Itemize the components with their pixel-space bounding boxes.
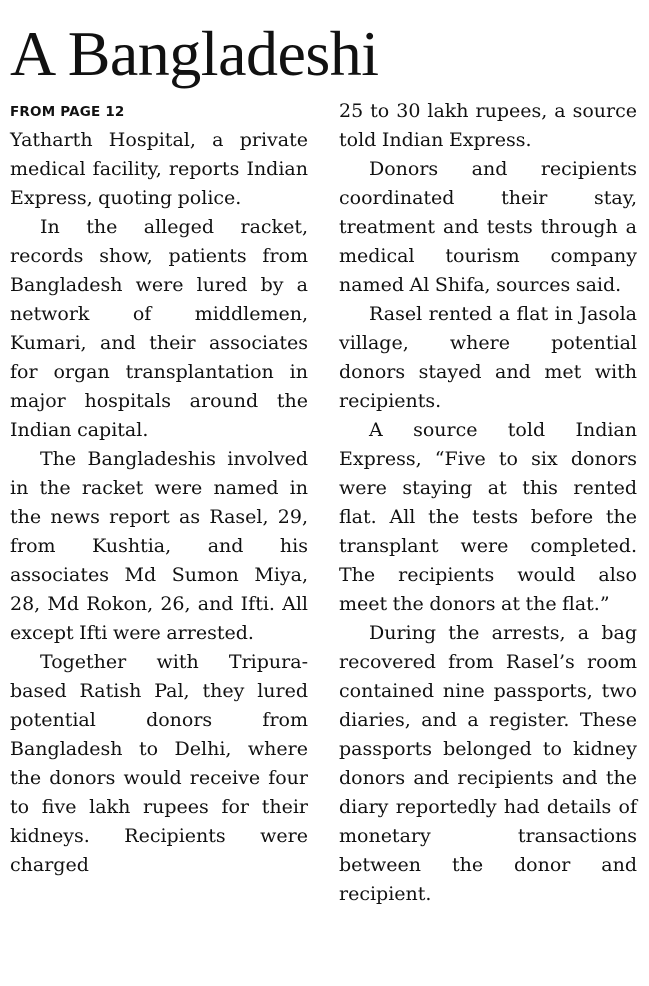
paragraph: Yatharth Hospital, a private medical facility, reports Indian Express, quoting police.	[10, 129, 308, 209]
jump-line: FROM PAGE 12	[10, 104, 125, 120]
paragraph: Rasel rented a flat in Jasola village, where potential donors stayed and met with recipients.	[339, 303, 637, 412]
article-column-right	[339, 97, 637, 909]
paragraph: In the alleged racket, records show, patients from Bangladesh were lured by a network of middlemen, Kumari, and their associates for organ transplantation in major hospitals around the Indian capital.	[10, 216, 308, 441]
paragraph: Donors and recipients coordinated their stay, treatment and tests through a medical tourism company named Al Shifa, sources said.	[339, 158, 637, 296]
article-column-left	[10, 103, 308, 880]
paragraph: 25 to 30 lakh rupees, a source told Indian Express.	[339, 100, 637, 151]
paragraph: The Bangladeshis involved in the racket were named in the news report as Rasel, 29, from Kushtia, and his associates Md Sumon Miya, 28, Md Rokon, 26, and Ifti. All except Ifti were arrested.	[10, 448, 308, 644]
paragraph: Together with Tripura-based Ratish Pal, they lured potential donors from Bangladesh to Delhi, where the donors would receive four to five lakh rupees for their kidneys. Recipients were charged	[10, 651, 308, 876]
paragraph: A source told Indian Express, “Five to six donors were staying at this rented flat. All the tests before the transplant were completed. The recipients would also meet the donors at the flat.”	[339, 419, 637, 615]
paragraph: During the arrests, a bag recovered from Rasel’s room contained nine passports, two diaries, and a register. These passports belonged to kidney donors and recipients and the diary reportedly had details of monetary transactions between the donor and recipient.	[339, 622, 637, 905]
article-headline: A Bangladeshi	[10, 18, 379, 89]
